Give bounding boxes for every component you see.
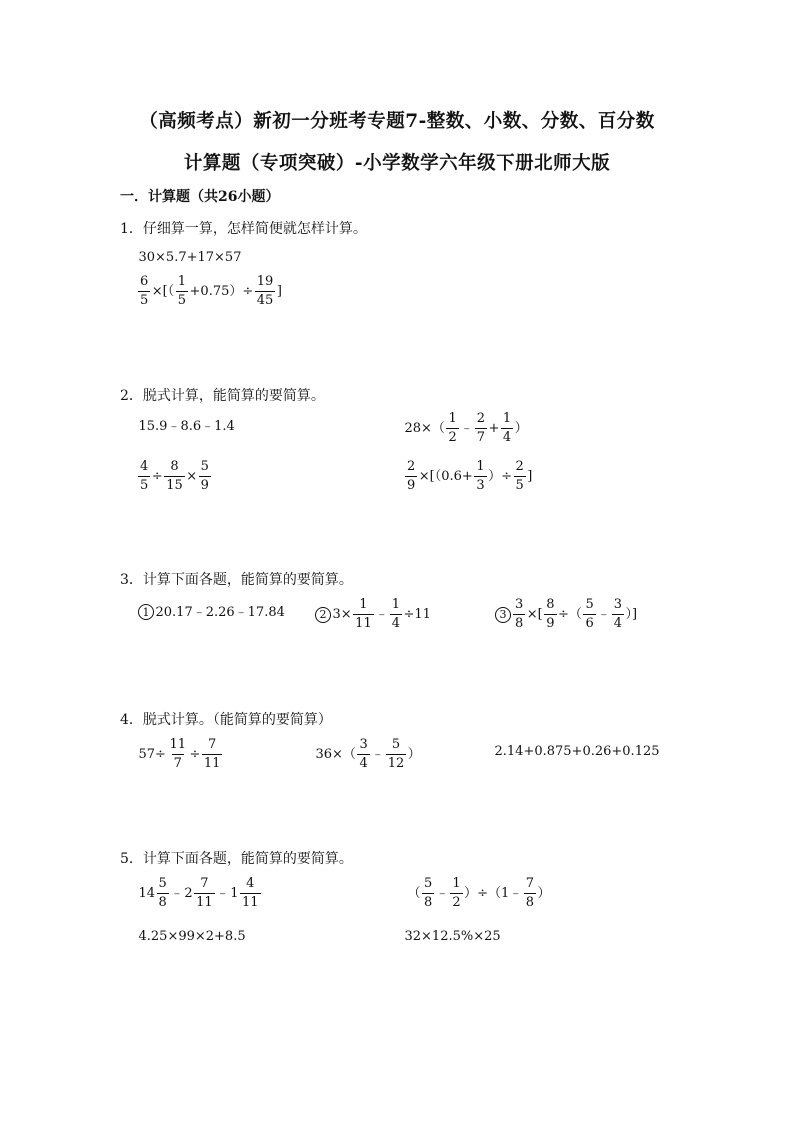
- fraction: $\frac{1}{4}$: [502, 411, 512, 446]
- fraction: $\frac{7}{11}$: [196, 876, 213, 911]
- q1-expression-1: [138, 251, 242, 264]
- title-line-2: 计算题（专项突破）-小学数学六年级下册北师大版: [183, 153, 611, 174]
- fraction: $\frac{5}{6}$: [585, 597, 594, 632]
- q3-expression-3: 3 $\frac{3}{8}$ ×[ $\frac{8}{9}$ ÷（ $\frac{5}{6}$ ﹣ $\frac{3}{4}$ ）]: [495, 598, 638, 632]
- fraction: $\frac{1}{4}$: [391, 597, 401, 632]
- q2-expression-1: 15.9﹣8.6﹣1.4: [138, 419, 235, 434]
- fraction: $\frac{8}{9}$: [546, 597, 555, 632]
- circled-number: 3: [495, 607, 511, 623]
- q2-expression-2: 28×（ $\frac{1}{2}$ ﹣ $\frac{2}{7}$ + $\frac{1}{4}$ ）: [404, 411, 528, 446]
- fraction: $\frac{3}{4}$: [613, 597, 623, 632]
- q4-expression-3: 2.14+0.875+0.26+0.125: [494, 744, 660, 759]
- fraction: $\frac{1}{2}$: [448, 411, 457, 446]
- fraction: $\frac{4}{11}$: [241, 876, 259, 911]
- fraction: $\frac{19}{45}$: [256, 274, 274, 309]
- fraction: $\frac{1}{5}$: [177, 274, 187, 309]
- question-2-title: 2．脱式计算，能简算的要简算。: [120, 388, 325, 404]
- q4-expression-2: 36×（ $\frac{3}{4}$ ﹣ $\frac{5}{12}$ ）: [315, 737, 421, 772]
- q5-expression-1: 14 $\frac{5}{8}$ ﹣ 2 $\frac{7}{11}$ ﹣ 1 $\frac{4}{11}$: [138, 876, 259, 911]
- fraction: $\frac{2}{5}$: [515, 459, 524, 494]
- fraction: $\frac{4}{5}$: [140, 459, 149, 494]
- q5-expression-4: 32×12.5%×25: [404, 929, 501, 944]
- fraction: $\frac{5}{12}$: [387, 737, 405, 772]
- section-heading: 一．计算题（共26小题）: [120, 189, 280, 205]
- title-line-1: （高频考点）新初一分班考专题7-整数、小数、分数、百分数: [139, 111, 655, 132]
- question-3-title: 3．计算下面各题，能简算的要简算。: [120, 572, 353, 588]
- q2-expression-4: $\frac{2}{9}$ ×[（0.6+ $\frac{1}{3}$ ）÷ $\frac{2}{5}$ ]: [407, 459, 533, 494]
- fraction: $\frac{3}{4}$: [359, 737, 368, 772]
- fraction: $\frac{5}{8}$: [424, 876, 433, 911]
- fraction: $\frac{5}{8}$: [158, 876, 167, 911]
- fraction: $\frac{1}{3}$: [476, 459, 485, 494]
- q5-expression-3: 4.25×99×2+8.5: [138, 929, 246, 944]
- q3-expression-2: 2 3× $\frac{1}{11}$ ﹣ $\frac{1}{4}$ ÷11: [315, 598, 431, 632]
- fraction: $\frac{7}{11}$: [203, 737, 221, 772]
- fraction: $\frac{5}{9}$: [200, 459, 209, 494]
- circled-number: 2: [315, 607, 331, 623]
- q2-expression-3: $\frac{4}{5}$ ÷ $\frac{8}{15}$ × $\frac{5}{9}$: [140, 459, 209, 494]
- fraction: $\frac{7}{8}$: [525, 876, 535, 911]
- fraction: $\frac{6}{5}$: [140, 274, 149, 309]
- fraction: $\frac{1}{11}$: [355, 597, 372, 632]
- q5-expression-2: （ $\frac{5}{8}$ ﹣ $\frac{1}{2}$ ）÷（1﹣ $\frac{7}{8}$ ）: [407, 876, 551, 911]
- fraction: $\frac{8}{15}$: [166, 459, 183, 494]
- question-1-title: 1．仔细算一算，怎样简便就怎样计算。: [120, 221, 367, 237]
- fraction: $\frac{3}{8}$: [515, 597, 524, 632]
- question-4-title: 4．脱式计算。（能简算的要简算）: [120, 712, 332, 728]
- fraction: $\frac{11}{7}$: [169, 737, 186, 772]
- q1-expression-2: $\frac{6}{5}$ ×[（ $\frac{1}{5}$ +0.75）÷ $\frac{19}{45}$ ]: [140, 274, 282, 309]
- fraction: $\frac{2}{9}$: [407, 459, 416, 494]
- question-5-title: 5．计算下面各题，能简算的要简算。: [120, 851, 353, 867]
- fraction: $\frac{1}{2}$: [452, 876, 461, 911]
- fraction: $\frac{2}{7}$: [476, 411, 486, 446]
- q4-expression-1: 57÷ $\frac{11}{7}$ ÷ $\frac{7}{11}$: [138, 737, 221, 772]
- q3-expression-1: 1 20.17﹣2.26﹣17.84: [138, 604, 285, 620]
- expr-text: 30×5.7+17×57: [138, 250, 242, 265]
- circled-number: 1: [138, 604, 154, 620]
